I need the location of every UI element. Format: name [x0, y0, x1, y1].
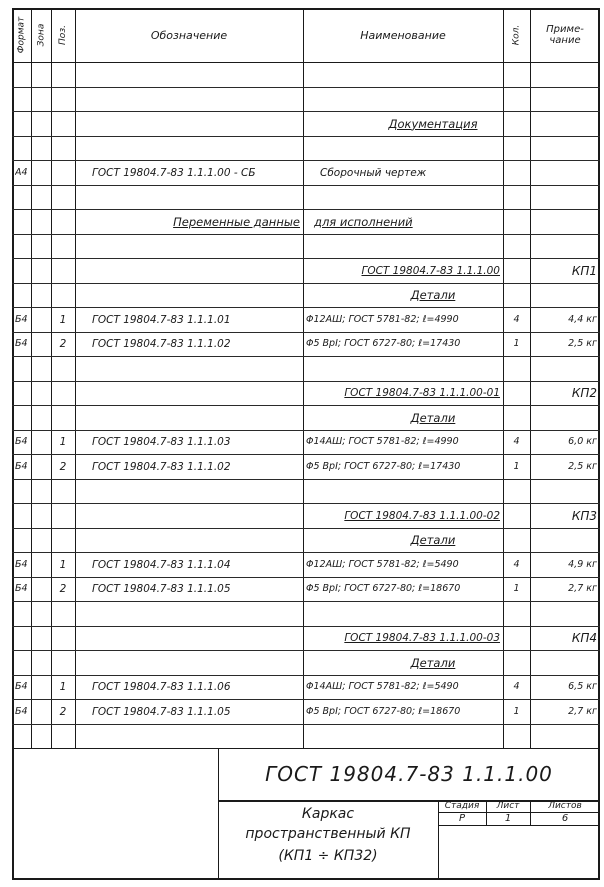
- cell-quantity: [506, 211, 527, 233]
- cell-position: [54, 137, 72, 159]
- cell-position: [54, 113, 72, 135]
- column-divider: [530, 8, 531, 748]
- cell-quantity: [506, 260, 527, 282]
- cell-designation: [78, 358, 300, 380]
- cell-format: [15, 627, 28, 649]
- cell-format: Б4: [15, 460, 28, 472]
- cell-note: [533, 113, 597, 135]
- cell-position: 2: [59, 705, 67, 718]
- cell-designation: ГОСТ 19804.7-83 1.1.1.03: [92, 436, 231, 448]
- cell-zone: [34, 333, 48, 355]
- cell-name: Φ5 ВрI; ГОСТ 6727-80; ℓ=18670: [306, 705, 461, 717]
- cell-format: Б4: [15, 681, 28, 692]
- cell-note: [533, 186, 597, 208]
- cell-name: ГОСТ 19804.7-83 1.1.1.00-03: [344, 632, 500, 644]
- cell-zone: [34, 431, 48, 453]
- cell-format: [15, 186, 28, 208]
- header-format: Формат: [16, 16, 27, 54]
- cell-position: [54, 162, 72, 184]
- cell-zone: [34, 309, 48, 331]
- cell-position: 2: [59, 338, 67, 350]
- cell-note: [533, 652, 597, 674]
- column-divider: [75, 8, 76, 748]
- cell-designation: ГОСТ 19804.7-83 1.1.1.02: [92, 460, 231, 473]
- cell-designation: [78, 407, 300, 429]
- cell-note: 6,5 кг: [568, 681, 597, 692]
- cell-zone: [34, 113, 48, 135]
- cell-quantity: [506, 480, 527, 502]
- cell-designation: [78, 529, 300, 551]
- cell-designation: [78, 113, 300, 135]
- cell-format: [15, 725, 28, 747]
- cell-format: Б4: [15, 705, 28, 717]
- cell-zone: [34, 88, 48, 110]
- cell-name: для исполнений: [314, 214, 413, 229]
- cell-name: Детали: [410, 410, 456, 425]
- cell-note: 2,7 кг: [568, 583, 597, 594]
- column-divider: [303, 8, 304, 748]
- cell-note: 2,5 кг: [568, 460, 597, 472]
- title-name-line3: (КП1 ÷ КП32): [278, 848, 378, 864]
- cell-name: Φ5 ВрI; ГОСТ 6727-80; ℓ=18670: [306, 583, 461, 594]
- cell-name: [306, 137, 500, 159]
- cell-quantity: 1: [513, 460, 520, 472]
- cell-format: [15, 382, 28, 404]
- cell-designation: [78, 260, 300, 282]
- cell-name: Φ14АШ; ГОСТ 5781-82; ℓ=4990: [306, 436, 459, 447]
- cell-name: ГОСТ 19804.7-83 1.1.1.00-02: [344, 509, 500, 522]
- cell-zone: [34, 652, 48, 674]
- cell-position: 2: [59, 460, 67, 473]
- cell-zone: [34, 529, 48, 551]
- cell-quantity: [506, 652, 527, 674]
- cell-quantity: [506, 162, 527, 184]
- cell-quantity: 4: [513, 313, 520, 325]
- cell-zone: [34, 162, 48, 184]
- cell-quantity: [506, 88, 527, 110]
- cell-note: [533, 529, 597, 551]
- cell-designation: Переменные данные: [173, 214, 300, 229]
- cell-name: [306, 88, 500, 110]
- cell-quantity: [506, 725, 527, 747]
- cell-designation: [78, 505, 300, 527]
- cell-format: [15, 480, 28, 502]
- cell-quantity: [506, 358, 527, 380]
- cell-name: [306, 480, 500, 502]
- cell-position: [54, 529, 72, 551]
- cell-quantity: [506, 137, 527, 159]
- cell-designation: [78, 627, 300, 649]
- stage-value: Р: [458, 813, 466, 824]
- cell-designation: [78, 652, 300, 674]
- cell-position: [54, 505, 72, 527]
- cell-designation: [78, 603, 300, 625]
- cell-note: [533, 284, 597, 306]
- sheet-value: 1: [504, 813, 512, 824]
- cell-position: [54, 260, 72, 282]
- header-zone: Зона: [36, 23, 46, 47]
- cell-note: [533, 725, 597, 747]
- cell-zone: [34, 358, 48, 380]
- title-name-line1: Каркас: [301, 806, 355, 822]
- cell-name: Документация: [388, 116, 478, 131]
- cell-designation: ГОСТ 19804.7-83 1.1.1.05: [92, 583, 231, 595]
- cell-quantity: [506, 529, 527, 551]
- cell-quantity: [506, 505, 527, 527]
- cell-format: [15, 603, 28, 625]
- cell-designation: ГОСТ 19804.7-83 1.1.1.05: [92, 705, 231, 718]
- cell-name: [306, 725, 500, 747]
- cell-zone: [34, 137, 48, 159]
- cell-designation: [78, 235, 300, 257]
- cell-name: Детали: [410, 288, 456, 302]
- cell-position: [54, 211, 72, 233]
- sheet-label: Лист: [496, 801, 520, 811]
- cell-quantity: [506, 407, 527, 429]
- cell-quantity: 1: [513, 583, 520, 594]
- cell-note: КП2: [571, 386, 597, 400]
- cell-zone: [34, 480, 48, 502]
- cell-format: [15, 211, 28, 233]
- cell-zone: [34, 284, 48, 306]
- cell-zone: [34, 456, 48, 478]
- cell-format: [15, 113, 28, 135]
- cell-format: Б4: [15, 338, 28, 349]
- cell-designation: ГОСТ 19804.7-83 1.1.1.06: [92, 681, 231, 693]
- cell-quantity: 1: [513, 705, 520, 717]
- cell-format: [15, 64, 28, 86]
- cell-zone: [34, 235, 48, 257]
- header-quantity: Кол.: [511, 24, 522, 46]
- cell-note: 4,9 кг: [568, 558, 597, 570]
- cell-position: [54, 88, 72, 110]
- cell-position: [54, 407, 72, 429]
- cell-zone: [34, 701, 48, 723]
- cell-designation: ГОСТ 19804.7-83 1.1.1.04: [92, 558, 231, 571]
- cell-zone: [34, 627, 48, 649]
- cell-quantity: [506, 382, 527, 404]
- cell-name: [306, 603, 500, 625]
- cell-quantity: [506, 235, 527, 257]
- cell-format: [15, 284, 28, 306]
- cell-format: А4: [15, 166, 28, 178]
- cell-position: 2: [59, 583, 67, 595]
- cell-name: Φ5 ВрI; ГОСТ 6727-80; ℓ=17430: [306, 460, 461, 472]
- cell-note: [533, 480, 597, 502]
- cell-position: [54, 480, 72, 502]
- cell-format: [15, 505, 28, 527]
- cell-zone: [34, 407, 48, 429]
- cell-zone: [34, 211, 48, 233]
- cell-position: [54, 235, 72, 257]
- cell-format: Б4: [15, 583, 28, 594]
- cell-position: [54, 603, 72, 625]
- cell-designation: [78, 284, 300, 306]
- cell-zone: [34, 578, 48, 600]
- sheets-value: 6: [561, 813, 569, 824]
- cell-designation: [78, 725, 300, 747]
- cell-quantity: [506, 113, 527, 135]
- cell-note: [533, 235, 597, 257]
- cell-name: [306, 64, 500, 86]
- cell-designation: [78, 382, 300, 404]
- cell-position: 1: [59, 313, 67, 326]
- cell-format: [15, 137, 28, 159]
- cell-format: [15, 358, 28, 380]
- cell-quantity: [506, 64, 527, 86]
- cell-zone: [34, 554, 48, 576]
- cell-note: [533, 407, 597, 429]
- cell-zone: [34, 725, 48, 747]
- column-divider: [503, 8, 504, 748]
- cell-note: 2,5 кг: [568, 338, 597, 349]
- cell-format: [15, 260, 28, 282]
- cell-format: [15, 235, 28, 257]
- cell-designation: [78, 186, 300, 208]
- cell-format: Б4: [15, 436, 28, 447]
- cell-quantity: 4: [513, 558, 520, 570]
- cell-quantity: [506, 284, 527, 306]
- cell-designation: [78, 137, 300, 159]
- cell-name: Детали: [410, 533, 456, 547]
- cell-position: [54, 725, 72, 747]
- cell-quantity: 4: [513, 436, 520, 447]
- cell-position: [54, 186, 72, 208]
- cell-format: [15, 88, 28, 110]
- cell-name: Φ12АШ; ГОСТ 5781-82; ℓ=4990: [306, 313, 459, 325]
- cell-note: [533, 603, 597, 625]
- cell-format: [15, 652, 28, 674]
- cell-position: [54, 382, 72, 404]
- cell-position: [54, 284, 72, 306]
- cell-note: [533, 137, 597, 159]
- cell-designation: ГОСТ 19804.7-83 1.1.1.01: [92, 313, 231, 326]
- cell-zone: [34, 64, 48, 86]
- cell-zone: [34, 505, 48, 527]
- cell-note: [533, 88, 597, 110]
- cell-name: ГОСТ 19804.7-83 1.1.1.00-01: [344, 387, 500, 399]
- cell-name: Детали: [410, 655, 456, 670]
- cell-designation: ГОСТ 19804.7-83 1.1.1.00 - СБ: [92, 166, 256, 179]
- cell-zone: [34, 382, 48, 404]
- column-divider: [51, 8, 52, 748]
- cell-note: КП1: [571, 263, 597, 278]
- cell-name: [306, 358, 500, 380]
- title-designation: ГОСТ 19804.7-83 1.1.1.00: [265, 762, 553, 786]
- cell-designation: [78, 88, 300, 110]
- cell-format: [15, 407, 28, 429]
- cell-quantity: [506, 186, 527, 208]
- cell-note: [533, 64, 597, 86]
- cell-name: Φ14АШ; ГОСТ 5781-82; ℓ=5490: [306, 681, 459, 692]
- cell-position: [54, 64, 72, 86]
- cell-zone: [34, 676, 48, 698]
- cell-note: КП4: [571, 631, 597, 645]
- cell-note: КП3: [571, 508, 597, 523]
- cell-format: [15, 529, 28, 551]
- cell-position: [54, 652, 72, 674]
- cell-position: 1: [59, 681, 67, 693]
- cell-format: Б4: [15, 558, 28, 570]
- table-bottom-border: [12, 748, 600, 749]
- cell-note: 4,4 кг: [568, 313, 597, 325]
- cell-quantity: 4: [513, 681, 520, 692]
- cell-name: Φ12АШ; ГОСТ 5781-82; ℓ=5490: [306, 558, 459, 570]
- column-divider: [31, 8, 32, 748]
- cell-designation: [78, 480, 300, 502]
- cell-designation: [78, 64, 300, 86]
- cell-note: [533, 211, 597, 233]
- cell-name: Φ5 ВрI; ГОСТ 6727-80; ℓ=17430: [306, 338, 461, 349]
- cell-format: Б4: [15, 313, 28, 325]
- cell-name: [306, 235, 500, 257]
- cell-position: 1: [59, 436, 67, 448]
- cell-name: [306, 186, 500, 208]
- cell-quantity: [506, 627, 527, 649]
- cell-note: 6,0 кг: [568, 436, 597, 447]
- cell-note: [533, 162, 597, 184]
- header-position: Поз.: [57, 25, 68, 45]
- cell-quantity: [506, 603, 527, 625]
- header-note: Приме- чание: [546, 24, 584, 46]
- cell-designation: ГОСТ 19804.7-83 1.1.1.02: [92, 338, 231, 350]
- title-name-line2: пространственный КП: [245, 826, 411, 842]
- stage-label: Стадия: [444, 801, 480, 811]
- cell-note: [533, 358, 597, 380]
- cell-position: 1: [59, 558, 67, 571]
- cell-zone: [34, 260, 48, 282]
- header-designation: Обозначение: [150, 28, 228, 42]
- cell-quantity: 1: [513, 338, 520, 349]
- cell-zone: [34, 603, 48, 625]
- cell-position: [54, 358, 72, 380]
- cell-position: [54, 627, 72, 649]
- cell-note: 2,7 кг: [568, 705, 597, 717]
- cell-zone: [34, 186, 48, 208]
- sheets-label: Листов: [548, 801, 582, 811]
- cell-name: Сборочный чертеж: [320, 166, 427, 179]
- header-name: Наименование: [360, 28, 446, 42]
- cell-name: ГОСТ 19804.7-83 1.1.1.00: [361, 264, 500, 277]
